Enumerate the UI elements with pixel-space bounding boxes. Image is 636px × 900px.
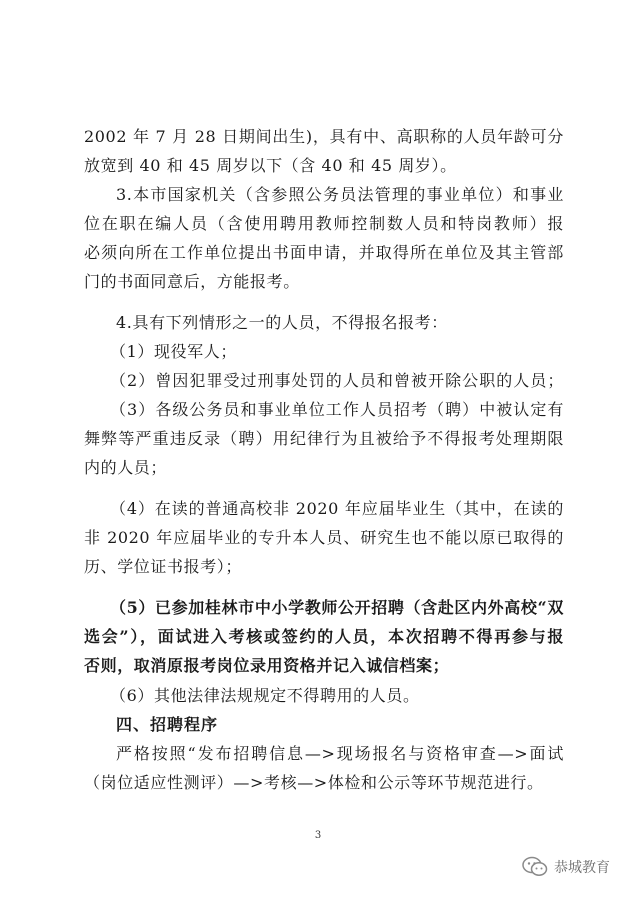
watermark [522,856,610,878]
wechat-icon [522,856,548,878]
body-line: 4.具有下列情形之一的人员，不得报名报考： [116,313,448,332]
body-line: 舞弊等严重违反录（聘）用纪律行为且被给予不得报考处理期限 [84,429,564,448]
list-item: （4）在读的普通高校非 2020 年应届毕业生（其中，在读的 [110,499,564,518]
list-item: （6）其他法律法规规定不得聘用的人员。 [110,686,420,705]
body-line: 位在职在编人员（含使用聘用教师控制数人员和特岗教师）报 [84,214,564,233]
bold-body-line: 选会”），面试进入考核或签约的人员，本次招聘不得再参与报 [84,627,564,646]
body-line: 必须向所在工作单位提出书面申请，并取得所在单位及其主管部 [84,243,564,262]
list-item: （3）各级公务员和事业单位工作人员招考（聘）中被认定有 [110,400,564,419]
body-line: 门的书面同意后，方能报考。 [84,272,300,291]
body-line: （岗位适应性测评）—>考核—>体检和公示等环节规范进行。 [84,773,544,792]
watermark-text: 恭城教育 [554,860,610,876]
body-line: 非 2020 年应届毕业的专升本人员、研究生也不能以原已取得的 [84,528,564,547]
bold-list-item: （5）已参加桂林市中小学教师公开招聘（含赴区内外高校“双 [110,598,564,617]
body-line: 放宽到 40 和 45 周岁以下（含 40 和 45 周岁）。 [84,156,457,175]
bold-body-line: 否则，取消原报考岗位录用资格并记入诚信档案； [84,656,450,675]
body-line: 历、学位证书报考）； [84,557,243,576]
body-line: 2002 年 7 月 28 日期间出生)，具有中、高职称的人员年龄可分 [84,127,564,146]
body-line: 严格按照“发布招聘信息—>现场报名与资格审查—>面试 [116,744,564,763]
page-number: 3 [314,830,322,841]
body-line: 3.本市国家机关（含参照公务员法管理的事业单位）和事业 [116,185,564,204]
body-line: 内的人员； [84,458,168,477]
list-item: （1）现役军人； [110,342,237,361]
section-heading: 四、招聘程序 [116,715,219,734]
list-item: （2）曾因犯罪受过刑事处罚的人员和曾被开除公职的人员； [110,371,564,390]
